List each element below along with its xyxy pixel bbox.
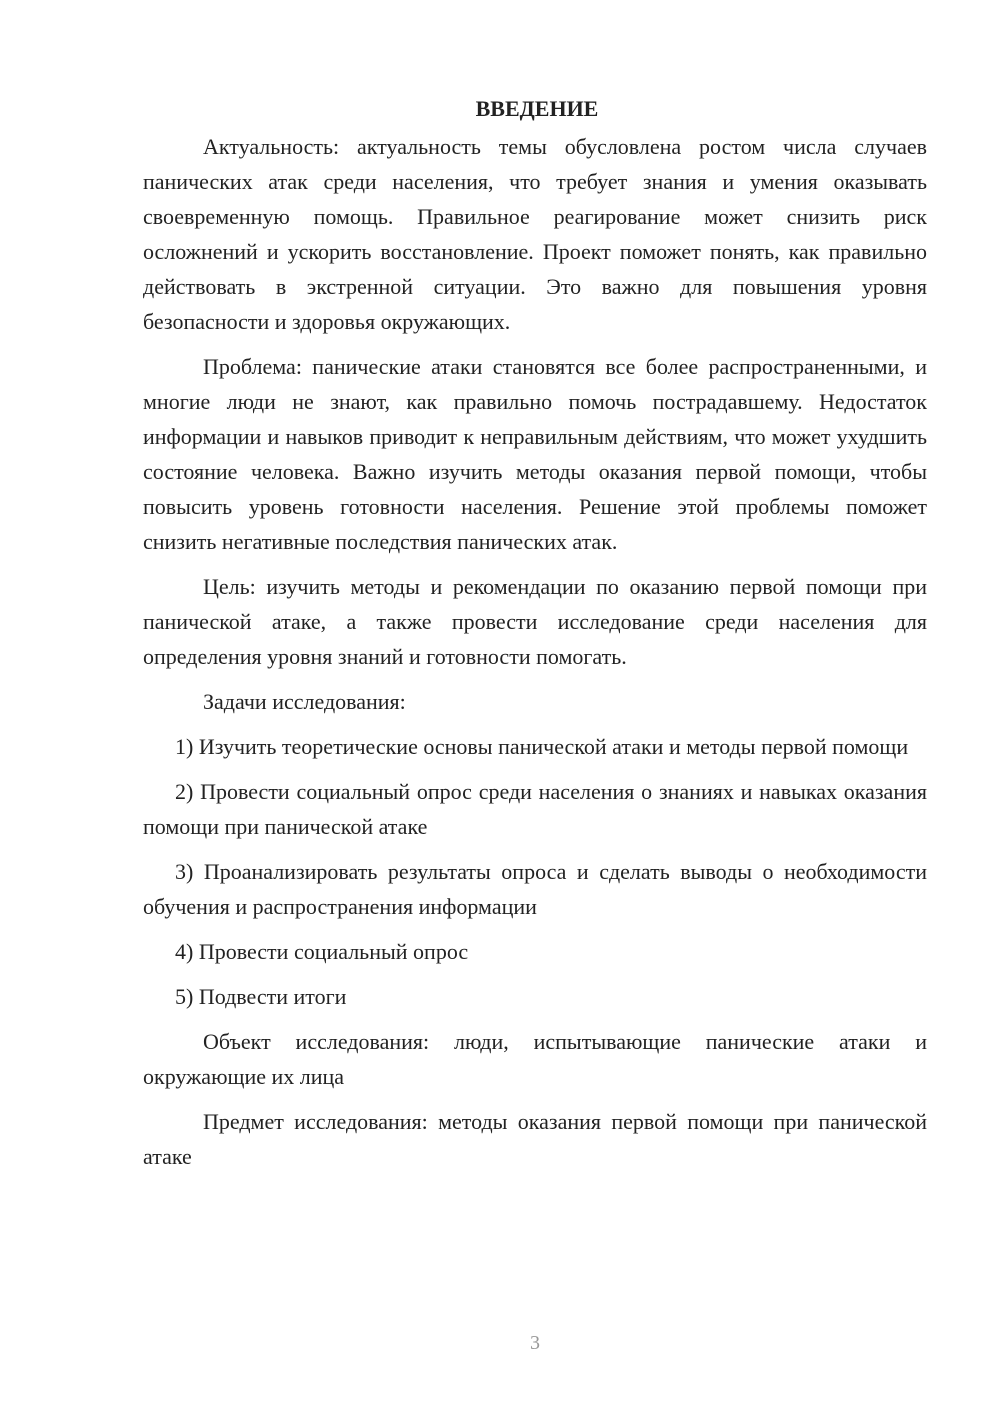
relevance-paragraph: Актуальность: актуальность темы обусловлена ростом числа случаев панических атак среди населения, что требует знания и умения оказывать своевременную помощь. Правильное реагирование может снизить риск осложнений и ускорить восстановление. Проект поможет понять, как правильно действовать в экстренной ситуации. Это важно для повышения уровня безопасности и здоровья окружающих. xyxy=(143,134,927,334)
object-paragraph: Объект исследования: люди, испытывающие панические атаки и окружающие их лица xyxy=(143,1029,927,1089)
task-item: 3) Проанализировать результаты опроса и сделать выводы о необходимости обучения и распространения информации xyxy=(143,859,927,919)
task-item: 2) Провести социальный опрос среди населения о знаниях и навыках оказания помощи при панической атаке xyxy=(143,779,927,839)
tasks-heading: Задачи исследования: xyxy=(203,689,406,714)
document-page xyxy=(143,92,927,1184)
subject-paragraph: Предмет исследования: методы оказания первой помощи при панической атаке xyxy=(143,1109,927,1169)
task-item: 5) Подвести итоги xyxy=(175,984,347,1009)
section-title: ВВЕДЕНИЕ xyxy=(475,96,599,121)
page-number: 3 xyxy=(530,1332,540,1354)
goal-paragraph: Цель: изучить методы и рекомендации по оказанию первой помощи при панической атаке, а также провести исследование среди населения для определения уровня знаний и готовности помогать. xyxy=(143,574,927,669)
task-item: 4) Провести социальный опрос xyxy=(175,939,469,964)
task-item: 1) Изучить теоретические основы панической атаки и методы первой помощи xyxy=(175,734,909,759)
problem-paragraph: Проблема: панические атаки становятся все более распространенными, и многие люди не знают, как правильно помочь пострадавшему. Недостаток информации и навыков приводит к неправильным действиям, что может ухудшить состояние человека. Важно изучить методы оказания первой помощи, чтобы повысить уровень готовности населения. Решение этой проблемы поможет снизить негативные последствия панических атак. xyxy=(143,354,927,554)
